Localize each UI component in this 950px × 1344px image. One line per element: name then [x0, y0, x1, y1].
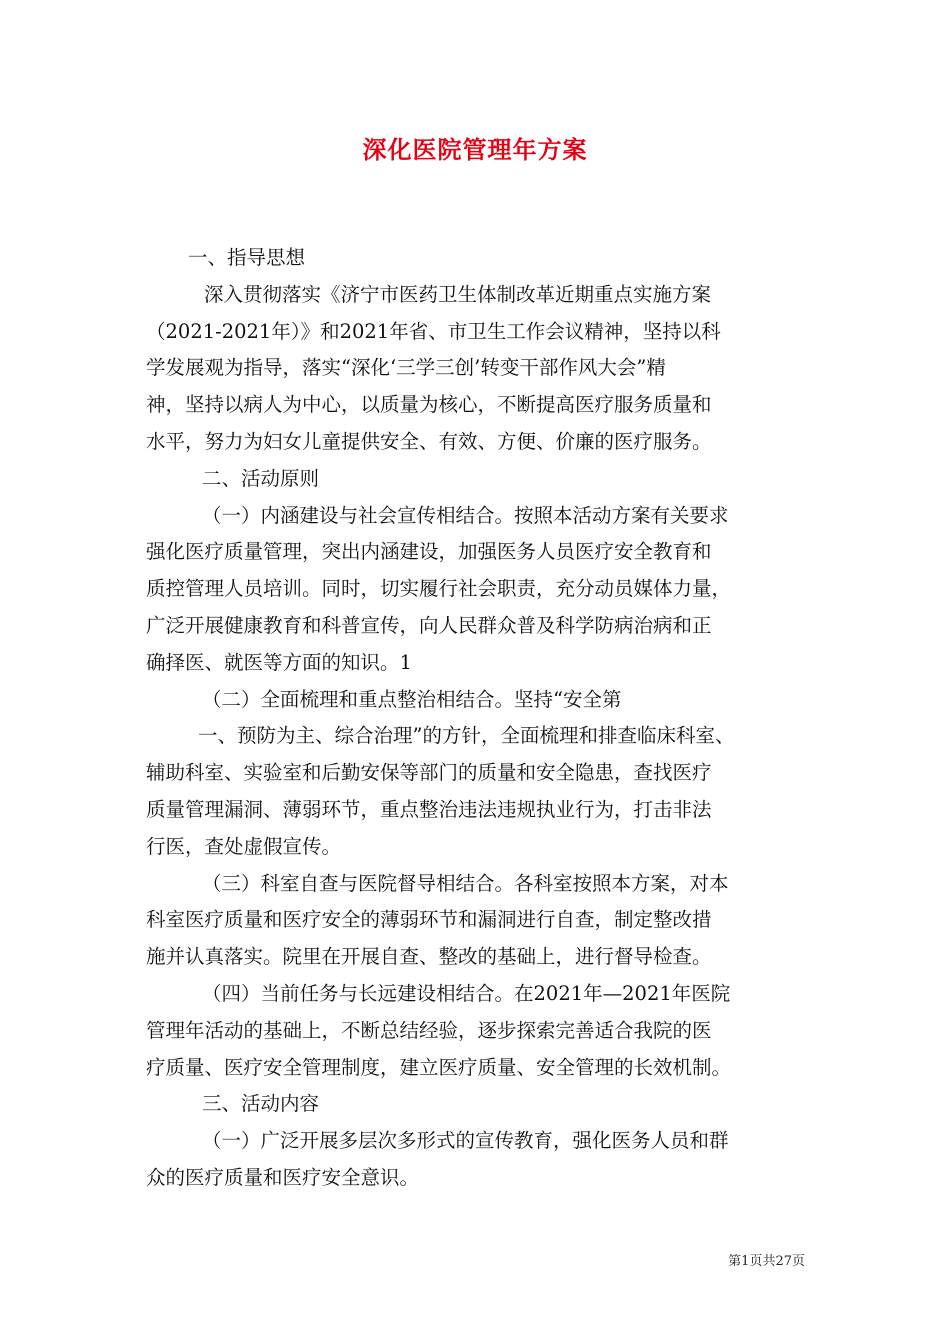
body-line: 科室医疗质量和医疗安全的薄弱环节和漏洞进行自查，制定整改措: [146, 908, 712, 932]
body-line: 行医，查处虚假宣传。: [146, 834, 342, 858]
body-line: 疗质量、医疗安全管理制度，建立医疗质量、安全管理的长效机制。: [146, 1055, 732, 1079]
body-line: 质控管理人员培训。同时，切实履行社会职责，充分动员媒体力量，: [146, 577, 732, 601]
body-line: 二、活动原则: [202, 466, 320, 490]
document-body: [146, 240, 812, 1197]
body-line: （2021-2021年）》和2021年省、市卫生工作会议精神，坚持以科: [146, 319, 721, 343]
document-title: 深化医院管理年方案: [362, 135, 588, 164]
body-line: 确择医、就医等方面的知识。1: [146, 650, 412, 674]
body-line: （二）全面梳理和重点整治相结合。坚持“安全第: [202, 687, 622, 711]
body-line: 三、活动内容: [202, 1092, 320, 1116]
body-line: （四）当前任务与长远建设相结合。在2021年—2021年医院: [202, 981, 731, 1005]
body-line: 学发展观为指导，落实“深化‘三学三创’转变干部作风大会”精: [146, 356, 666, 380]
body-line: （三）科室自查与医院督导相结合。各科室按照本方案，对本: [202, 871, 729, 895]
body-line: （一）广泛开展多层次多形式的宣传教育，强化医务人员和群: [202, 1129, 729, 1153]
body-line: 广泛开展健康教育和科普宣传，向人民群众普及科学防病治病和正: [146, 613, 712, 637]
body-line: 一、预防为主、综合治理”的方针，全面梳理和排查临床科室、: [198, 724, 735, 748]
body-line: （一）内涵建设与社会宣传相结合。按照本活动方案有关要求: [202, 503, 729, 527]
body-line: 辅助科室、实验室和后勤安保等部门的质量和安全隐患，查找医疗: [146, 761, 712, 785]
page-footer: 第1页共27页: [728, 1254, 805, 1269]
body-line: 众的医疗质量和医疗安全意识。: [146, 1165, 420, 1189]
body-line: 水平，努力为妇女儿童提供安全、有效、方便、价廉的医疗服务。: [146, 429, 712, 453]
body-line: 神，坚持以病人为中心，以质量为核心，不断提高医疗服务质量和: [146, 393, 712, 417]
body-line: 施并认真落实。院里在开展自查、整改的基础上，进行督导检查。: [146, 945, 712, 969]
body-line: 管理年活动的基础上，不断总结经验，逐步探索完善适合我院的医: [146, 1018, 712, 1042]
body-line: 强化医疗质量管理，突出内涵建设，加强医务人员医疗安全教育和: [146, 540, 712, 564]
body-line: 一、指导思想: [188, 246, 306, 269]
body-line: 深入贯彻落实《济宁市医药卫生体制改革近期重点实施方案: [204, 282, 712, 306]
body-line: 质量管理漏洞、薄弱环节，重点整治违法违规执业行为，打击非法: [146, 797, 712, 821]
